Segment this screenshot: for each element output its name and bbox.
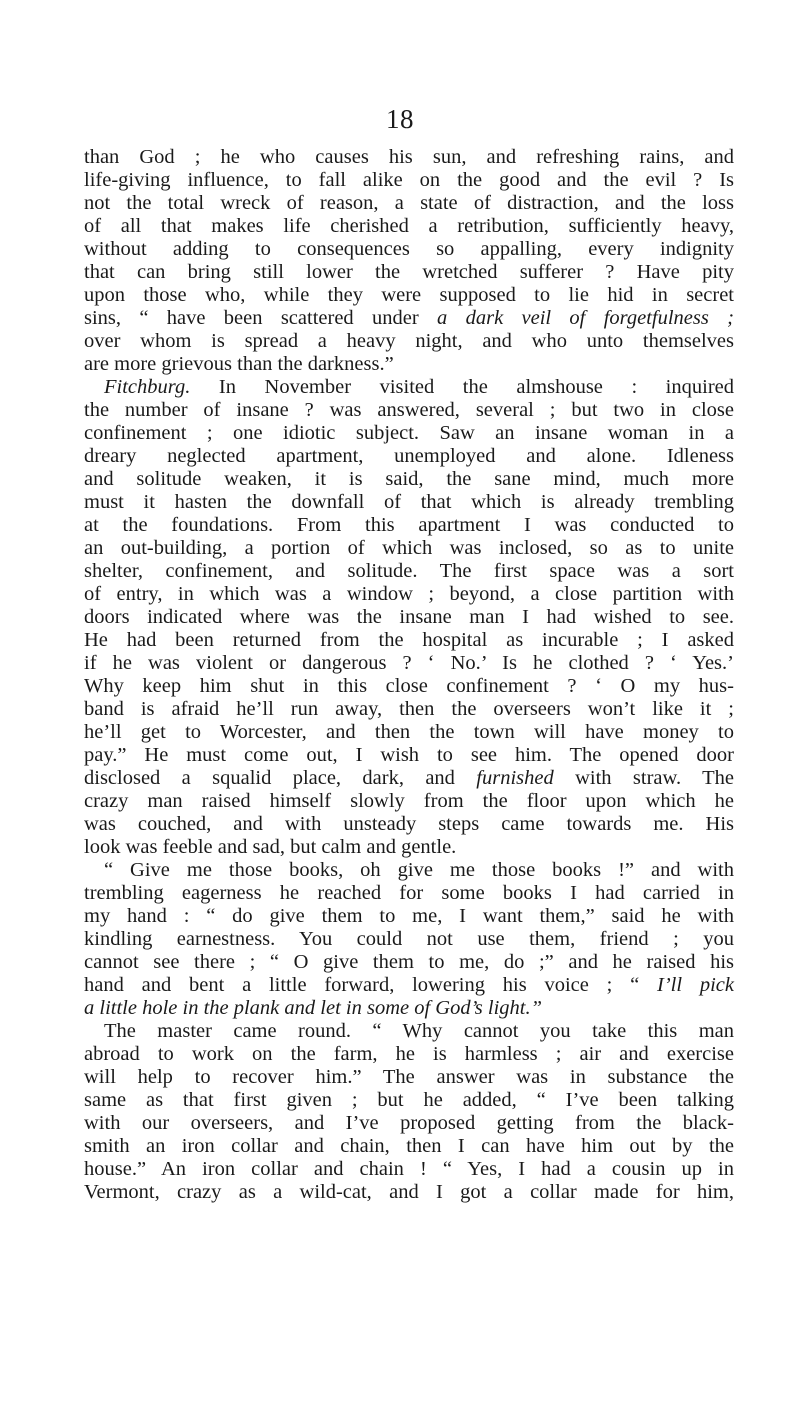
body-text — [84, 146, 734, 1204]
text-line: Why keep him shut in this close confinement ? ‘ O my hus- — [84, 675, 734, 697]
text-line: abroad to work on the farm, he is harmless ; air and exercise — [84, 1043, 734, 1065]
text-line: dreary neglected apartment, unemployed and alone. Idleness — [84, 445, 734, 467]
text-line: disclosed a squalid place, dark, and furnished with straw. The — [84, 767, 734, 789]
text-line: trembling eagerness he reached for some books I had carried in — [84, 882, 734, 904]
text-line: of entry, in which was a window ; beyond, a close partition with — [84, 583, 734, 605]
text-line: the number of insane ? was answered, several ; but two in close — [84, 399, 734, 421]
text-line: that can bring still lower the wretched sufferer ? Have pity — [84, 261, 734, 283]
text-line: a little hole in the plank and let in some of God’s light.” — [84, 997, 542, 1019]
text-line: with our overseers, and I’ve proposed getting from the black- — [84, 1112, 734, 1134]
text-line: The master came round. “ Why cannot you take this man — [104, 1020, 734, 1042]
text-line: shelter, confinement, and solitude. The first space was a sort — [84, 560, 734, 582]
text-line: same as that first given ; but he added, “ I’ve been talking — [84, 1089, 734, 1111]
text-line: must it hasten the downfall of that which is already trembling — [84, 491, 734, 513]
text-line: smith an iron collar and chain, then I can have him out by the — [84, 1135, 734, 1157]
text-line: house.” An iron collar and chain ! “ Yes, I had a cousin up in — [84, 1158, 734, 1180]
text-line: Vermont, crazy as a wild-cat, and I got a collar made for him, — [84, 1181, 734, 1203]
text-line: and solitude weaken, it is said, the sane mind, much more — [84, 468, 734, 490]
text-line: “ Give me those books, oh give me those books !” and with — [104, 859, 734, 881]
text-line: look was feeble and sad, but calm and gentle. — [84, 836, 457, 858]
text-line: hand and bent a little forward, lowering his voice ; “ I’ll pick — [84, 974, 734, 996]
text-line: pay.” He must come out, I wish to see him. The opened door — [84, 744, 734, 766]
text-line: confinement ; one idiotic subject. Saw an insane woman in a — [84, 422, 734, 444]
text-line: he’ll get to Worcester, and then the town will have money to — [84, 721, 734, 743]
text-line: my hand : “ do give them to me, I want them,” said he with — [84, 905, 734, 927]
text-line: sins, “ have been scattered under a dark veil of forgetfulness ; — [84, 307, 734, 329]
text-line: an out-building, a portion of which was inclosed, so as to unite — [84, 537, 734, 559]
text-line: upon those who, while they were supposed to lie hid in secret — [84, 284, 734, 306]
page-number: 18 — [386, 104, 414, 134]
text-line: if he was violent or dangerous ? ‘ No.’ Is he clothed ? ‘ Yes.’ — [84, 652, 734, 674]
text-line: He had been returned from the hospital as incurable ; I asked — [84, 629, 734, 651]
text-line: at the foundations. From this apartment I was conducted to — [84, 514, 734, 536]
text-line: are more grievous than the darkness.” — [84, 353, 394, 375]
text-line: not the total wreck of reason, a state of distraction, and the loss — [84, 192, 734, 214]
text-line: band is afraid he’ll run away, then the overseers won’t like it ; — [84, 698, 734, 720]
text-line: of all that makes life cherished a retribution, sufficiently heavy, — [84, 215, 734, 237]
text-line: will help to recover him.” The answer was in substance the — [84, 1066, 734, 1088]
text-line: without adding to consequences so appalling, every indignity — [84, 238, 734, 260]
text-line: cannot see there ; “ O give them to me, do ;” and he raised his — [84, 951, 734, 973]
text-line: life-giving influence, to fall alike on the good and the evil ? Is — [84, 169, 734, 191]
text-line: Fitchburg. In November visited the almshouse : inquired — [104, 376, 734, 398]
text-line: crazy man raised himself slowly from the floor upon which he — [84, 790, 734, 812]
text-line: than God ; he who causes his sun, and refreshing rains, and — [84, 146, 734, 168]
text-line: over whom is spread a heavy night, and who unto themselves — [84, 330, 734, 352]
text-line: kindling earnestness. You could not use them, friend ; you — [84, 928, 734, 950]
text-line: was couched, and with unsteady steps came towards me. His — [84, 813, 734, 835]
text-line: doors indicated where was the insane man I had wished to see. — [84, 606, 734, 628]
